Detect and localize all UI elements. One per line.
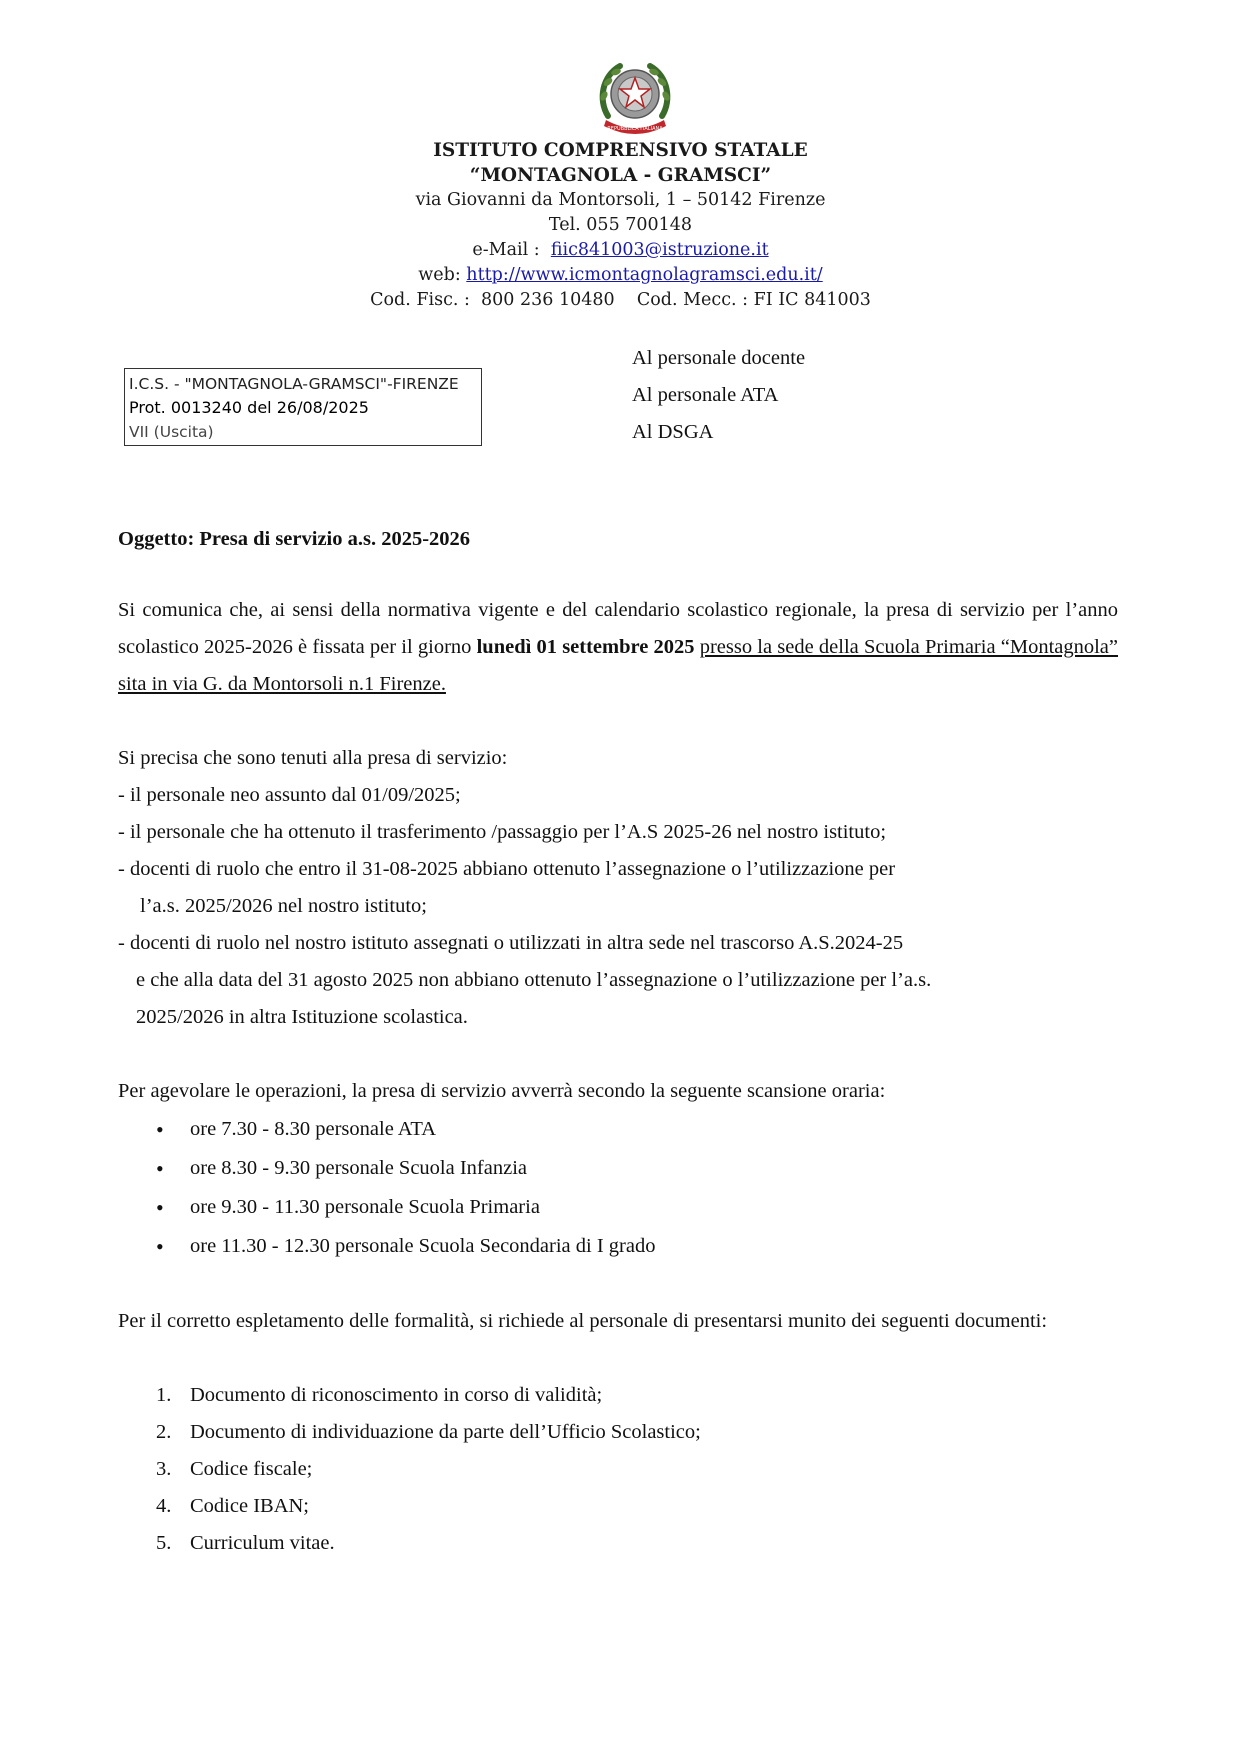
institution-address: via Giovanni da Montorsoli, 1 – 50142 Firenze xyxy=(415,190,826,210)
svg-text:REPUBBLICA ITALIANA: REPUBBLICA ITALIANA xyxy=(607,126,663,132)
paragraph-schedule xyxy=(118,1073,1118,1266)
protocol-stamp xyxy=(124,368,482,446)
list-item: • ore 8.30 - 9.30 personale Scuola Infanzia xyxy=(156,1149,1118,1188)
list-item: • ore 11.30 - 12.30 personale Scuola Secondaria di I grado xyxy=(156,1227,1118,1266)
institution-web-row xyxy=(0,263,1241,288)
list-item: 2. Documento di individuazione da parte dell’Ufficio Scolastico; xyxy=(156,1421,701,1443)
stamp-institution: I.C.S. - "MONTAGNOLA-GRAMSCI"-FIRENZE xyxy=(129,375,459,393)
letter-body xyxy=(118,524,1118,1562)
obligated-intro: Si precisa che sono tenuti alla presa di servizio: xyxy=(118,747,508,769)
obligated-item-2: - il personale che ha ottenuto il trasferimento /passaggio per l’A.S 2025-26 nel nostro istituto; xyxy=(118,821,887,843)
institution-phone: Tel. 055 700148 xyxy=(548,215,693,235)
documents-intro: Per il corretto espletamento delle formalità, si richiede al personale di presentarsi munito dei seguenti documenti: xyxy=(118,1310,1048,1332)
obligated-item-4-cont2: 2025/2026 in altra Istituzione scolastica. xyxy=(136,1006,468,1028)
stamp-category: VII (Uscita) xyxy=(129,423,214,441)
paragraph-announcement xyxy=(118,592,1118,703)
announcement-text: Si comunica che, ai sensi della normativa vigente e del calendario scolastico regionale, la presa di servizio per l’anno scolastico 2025-2026 è fissata per il giorno xyxy=(118,599,1118,658)
italian-republic-emblem-icon xyxy=(594,56,676,138)
obligated-item-4-cont: e che alla data del 31 agosto 2025 non abbiano ottenuto l’assegnazione o l’utilizzazione per l’a.s. xyxy=(136,969,932,991)
institution-title: ISTITUTO COMPRENSIVO STATALE xyxy=(433,140,808,161)
list-item: 5. Curriculum vitae. xyxy=(156,1532,335,1554)
institution-name: “MONTAGNOLA - GRAMSCI” xyxy=(469,165,772,186)
email-link[interactable]: fiic841003@istruzione.it xyxy=(550,240,769,260)
web-label: web: xyxy=(418,265,461,285)
stamp-protocol-number: Prot. 0013240 del 26/08/2025 xyxy=(129,398,369,417)
list-item: 1. Documento di riconoscimento in corso di validità; xyxy=(156,1384,603,1406)
recipient-ata: Al personale ATA xyxy=(632,384,779,406)
recipient-dsga: Al DSGA xyxy=(632,421,714,443)
obligated-item-3-cont: l’a.s. 2025/2026 nel nostro istituto; xyxy=(140,895,427,917)
schedule-intro: Per agevolare le operazioni, la presa di servizio avverrà secondo la seguente scansione oraria: xyxy=(118,1080,886,1102)
list-item: • ore 9.30 - 11.30 personale Scuola Primaria xyxy=(156,1188,1118,1227)
documents-list xyxy=(118,1377,1118,1562)
list-item: 4. Codice IBAN; xyxy=(156,1495,309,1517)
list-item: 3. Codice fiscale; xyxy=(156,1458,313,1480)
obligated-item-4: - docenti di ruolo nel nostro istituto assegnati o utilizzati in altra sede nel trascorso A.S.2024-25 xyxy=(118,932,904,954)
web-link[interactable]: http://www.icmontagnolagramsci.edu.it/ xyxy=(466,265,823,285)
obligated-item-1: - il personale neo assunto dal 01/09/2025; xyxy=(118,784,461,806)
obligated-item-3: - docenti di ruolo che entro il 31-08-2025 abbiano ottenuto l’assegnazione o l’utilizzazione per xyxy=(118,858,896,880)
institution-email-row xyxy=(0,238,1241,263)
recipients xyxy=(632,340,805,451)
institution-codes: Cod. Fisc. : 800 236 10480 Cod. Mecc. : FI IC 841003 xyxy=(370,290,871,310)
subject-line: Oggetto: Presa di servizio a.s. 2025-2026 xyxy=(118,528,471,550)
paragraph-obligated xyxy=(118,740,1118,1036)
institution-header xyxy=(0,138,1241,313)
list-item: • ore 7.30 - 8.30 personale ATA xyxy=(156,1110,1118,1149)
announcement-location: presso la sede della Scuola Primaria “Montagnola” sita in via G. da Montorsoli n.1 Firenze. xyxy=(118,636,1119,695)
recipient-teachers: Al personale docente xyxy=(632,347,806,369)
email-label: e-Mail : xyxy=(472,240,540,260)
announcement-date: lunedì 01 settembre 2025 xyxy=(476,636,695,658)
schedule-list xyxy=(118,1110,1118,1266)
